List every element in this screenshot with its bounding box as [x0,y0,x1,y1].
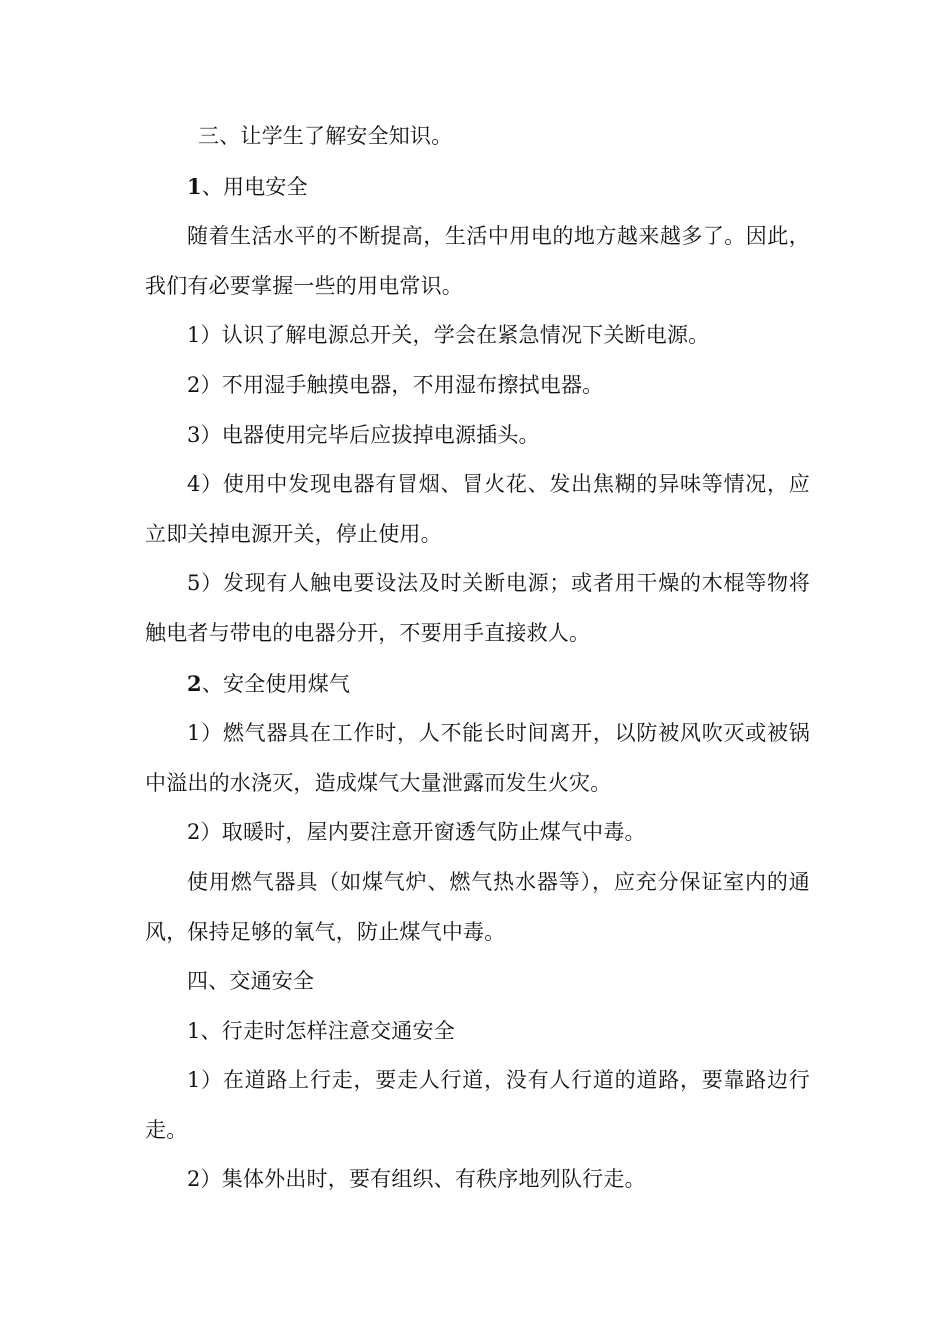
list-item-electricity-5: 5）发现有人触电要设法及时关断电源；或者用干燥的木棍等物将触电者与带电的电器分开，不要用手直接救人。 [145,571,810,645]
section-heading-four: 四、交通安全 [187,969,315,994]
list-item-walking-1: 1）在道路上行走，要走人行道，没有人行道的道路，要靠路边行走。 [145,1068,810,1142]
list-item-electricity-2: 2）不用湿手触摸电器，不用湿布擦拭电器。 [187,372,604,397]
list-item-gas-1: 1）燃气器具在工作时，人不能长时间离开，以防被风吹灭或被锅中溢出的水浇灭，造成煤气大量泄露而发生火灾。 [145,721,810,795]
list-item-electricity-4: 4）使用中发现电器有冒烟、冒火花、发出焦糊的异味等情况，应立即关掉电源开关，停止使用。 [145,472,810,546]
subheading-text: 、安全使用煤气 [201,671,351,696]
paragraph-gas-ventilation: 使用燃气器具（如煤气炉、燃气热水器等），应充分保证室内的通风，保持足够的氧气，防止煤气中毒。 [145,869,810,944]
document-body [145,112,810,1205]
subheading-walking-safety: 1、行走时怎样注意交通安全 [187,1018,455,1043]
subheading-number: 1 [187,173,202,199]
subheading-text: 、用电安全 [201,174,308,199]
list-item-gas-2: 2）取暖时，屋内要注意开窗透气防止煤气中毒。 [187,820,646,845]
subheading-electricity-safety [145,162,810,213]
list-item-electricity-1: 1）认识了解电源总开关，学会在紧急情况下关断电源。 [187,323,710,348]
subheading-number: 2 [187,670,202,696]
subheading-gas-safety [145,659,810,710]
section-heading-three: 三、让学生了解安全知识。 [198,124,453,148]
list-item-electricity-3: 3）电器使用完毕后应拔掉电源插头。 [187,422,540,447]
list-item-walking-2: 2）集体外出时，要有组织、有秩序地列队行走。 [187,1167,646,1192]
paragraph-intro-electricity: 随着生活水平的不断提高，生活中用电的地方越来越多了。因此，我们有必要掌握一些的用电常识。 [145,224,810,298]
